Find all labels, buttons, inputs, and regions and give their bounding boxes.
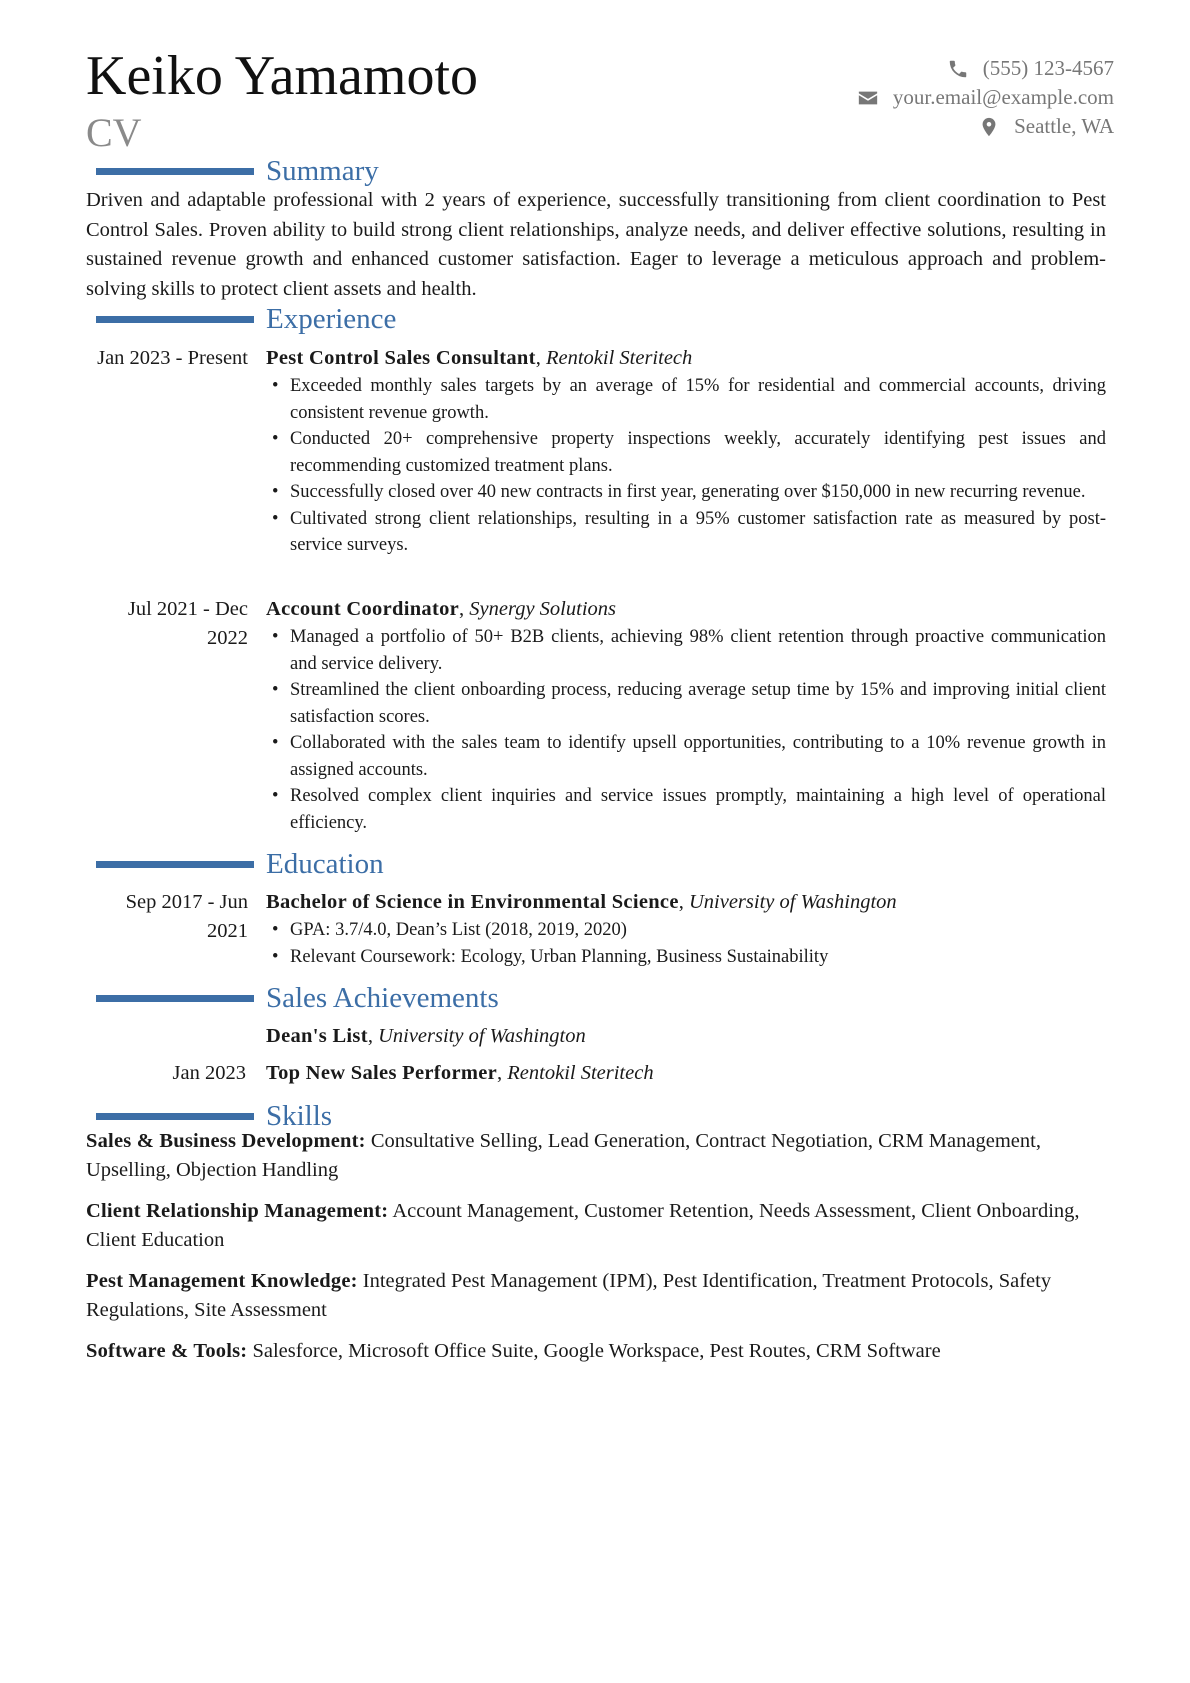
phone-icon xyxy=(947,58,971,80)
achievement-org: University of Washington xyxy=(378,1025,586,1047)
summary-text: Driven and adaptable professional with 2 years of experience, successfully transitioning from client coordination to Pest Control Sales. Proven ability to build strong client relationships, analyze needs, and deliver effective solutions, resulting in sustained revenue growth and enhanced customer satisfaction. Eager to leverage a meticulous approach and problem-solving skills to protect client assets and health. xyxy=(86,189,1106,300)
skills-list xyxy=(86,1127,1106,1378)
bullet-item: • Resolved complex client inquiries and service issues promptly, maintaining a high level of operational efficiency. xyxy=(290,783,1106,836)
section-accent-bar xyxy=(96,995,254,1002)
section-accent-bar xyxy=(96,316,254,323)
skill-group-items: Integrated Pest Management (IPM), Pest Identification, Treatment Protocols, Safety Regulations, Site Assessment xyxy=(86,1270,1052,1321)
entry-date: Jan 2023 - Present xyxy=(97,347,248,369)
section-heading-summary xyxy=(96,154,379,188)
section-title: Experience xyxy=(266,302,397,335)
candidate-name: Keiko Yamamoto xyxy=(86,45,478,107)
skill-group-items: Consultative Selling, Lead Generation, Contract Negotiation, CRM Management, Upselling, Objection Handling xyxy=(86,1130,1041,1181)
skill-group-label: Pest Management Knowledge: xyxy=(86,1270,358,1292)
job-title: Account Coordinator xyxy=(266,598,460,620)
bullet-item: • Relevant Coursework: Ecology, Urban Planning, Business Sustainability xyxy=(290,944,1106,971)
document-subtitle: CV xyxy=(86,110,142,155)
achievement-name: Dean's List xyxy=(266,1025,368,1047)
entry-body xyxy=(266,595,1106,836)
section-title: Skills xyxy=(266,1099,333,1132)
email-text[interactable]: your.email@example.com xyxy=(892,85,1114,109)
achievement-name: Top New Sales Performer xyxy=(266,1062,498,1084)
section-heading-experience xyxy=(96,302,396,336)
section-title: Education xyxy=(266,847,384,880)
job-title: Pest Control Sales Consultant xyxy=(266,347,536,369)
entry-heading: Bachelor of Science in Environmental Science, University of Washington xyxy=(266,891,897,913)
skill-group-items: Salesforce, Microsoft Office Suite, Google Workspace, Pest Routes, CRM Software xyxy=(252,1340,941,1362)
entry-date: Jan 2023 xyxy=(172,1062,246,1084)
entry-heading: Dean's List, University of Washington xyxy=(266,1025,586,1047)
bullet-item: • Cultivated strong client relationships, resulting in a 95% customer satisfaction rate as measured by post-service surveys. xyxy=(290,506,1106,559)
entry-body xyxy=(266,888,1106,970)
section-heading-education xyxy=(96,847,384,881)
skill-group-items: Account Management, Customer Retention, Needs Assessment, Client Onboarding, Client Education xyxy=(86,1200,1080,1251)
skill-group xyxy=(86,1197,1106,1255)
skill-group xyxy=(86,1267,1106,1325)
entry-heading: Pest Control Sales Consultant, Rentokil Steritech xyxy=(266,347,693,369)
section-title: Summary xyxy=(266,154,379,187)
bullet-list xyxy=(266,624,1106,836)
phone-text[interactable]: (555) 123-4567 xyxy=(982,56,1114,80)
section-accent-bar xyxy=(96,168,254,175)
location-text: Seattle, WA xyxy=(1014,114,1114,138)
bullet-item: • Successfully closed over 40 new contracts in first year, generating over $150,000 in new recurring revenue. xyxy=(290,479,1106,506)
skill-group xyxy=(86,1127,1106,1185)
achievement-org: Rentokil Steritech xyxy=(507,1062,654,1084)
bullet-item: • Streamlined the client onboarding process, reducing average setup time by 15% and improving initial client satisfaction scores. xyxy=(290,677,1106,730)
contact-email xyxy=(857,83,1114,112)
bullet-item: • Conducted 20+ comprehensive property inspections weekly, accurately identifying pest issues and recommending customized treatment plans. xyxy=(290,426,1106,479)
entry-heading: Top New Sales Performer, Rentokil Steritech xyxy=(266,1062,654,1084)
entry-body xyxy=(266,1022,1106,1051)
skill-group xyxy=(86,1337,1106,1366)
section-accent-bar xyxy=(96,861,254,868)
bullet-item: • Collaborated with the sales team to identify upsell opportunities, contributing to a 10% revenue growth in assigned accounts. xyxy=(290,730,1106,783)
entry-heading: Account Coordinator, Synergy Solutions xyxy=(266,598,616,620)
section-accent-bar xyxy=(96,1113,254,1120)
school-name: University of Washington xyxy=(688,891,897,913)
bullet-list xyxy=(266,917,1106,970)
section-title: Sales Achievements xyxy=(266,981,499,1014)
entry-body xyxy=(266,344,1106,559)
contact-location xyxy=(857,112,1114,141)
bullet-item: • Managed a portfolio of 50+ B2B clients, achieving 98% client retention through proactive communication and service delivery. xyxy=(290,624,1106,677)
entry-date: Sep 2017 - Jun 2021 xyxy=(125,891,248,942)
contact-block xyxy=(857,54,1114,141)
degree-name: Bachelor of Science in Environmental Science xyxy=(266,891,679,913)
section-heading-achievements xyxy=(96,981,499,1015)
company-name: Synergy Solutions xyxy=(469,598,616,620)
skill-group-label: Client Relationship Management: xyxy=(86,1200,389,1222)
skill-group-label: Sales & Business Development: xyxy=(86,1130,366,1152)
skill-group-label: Software & Tools: xyxy=(86,1340,248,1362)
envelope-icon xyxy=(857,87,881,109)
company-name: Rentokil Steritech xyxy=(545,347,693,369)
map-marker-icon xyxy=(978,116,1002,138)
contact-phone xyxy=(857,54,1114,83)
bullet-item: • GPA: 3.7/4.0, Dean’s List (2018, 2019, 2020) xyxy=(290,917,1106,944)
bullet-item: • Exceeded monthly sales targets by an average of 15% for residential and commercial accounts, driving consistent revenue growth. xyxy=(290,373,1106,426)
entry-date: Jul 2021 - Dec 2022 xyxy=(127,598,248,649)
entry-body xyxy=(266,1059,1106,1088)
bullet-list xyxy=(266,373,1106,559)
